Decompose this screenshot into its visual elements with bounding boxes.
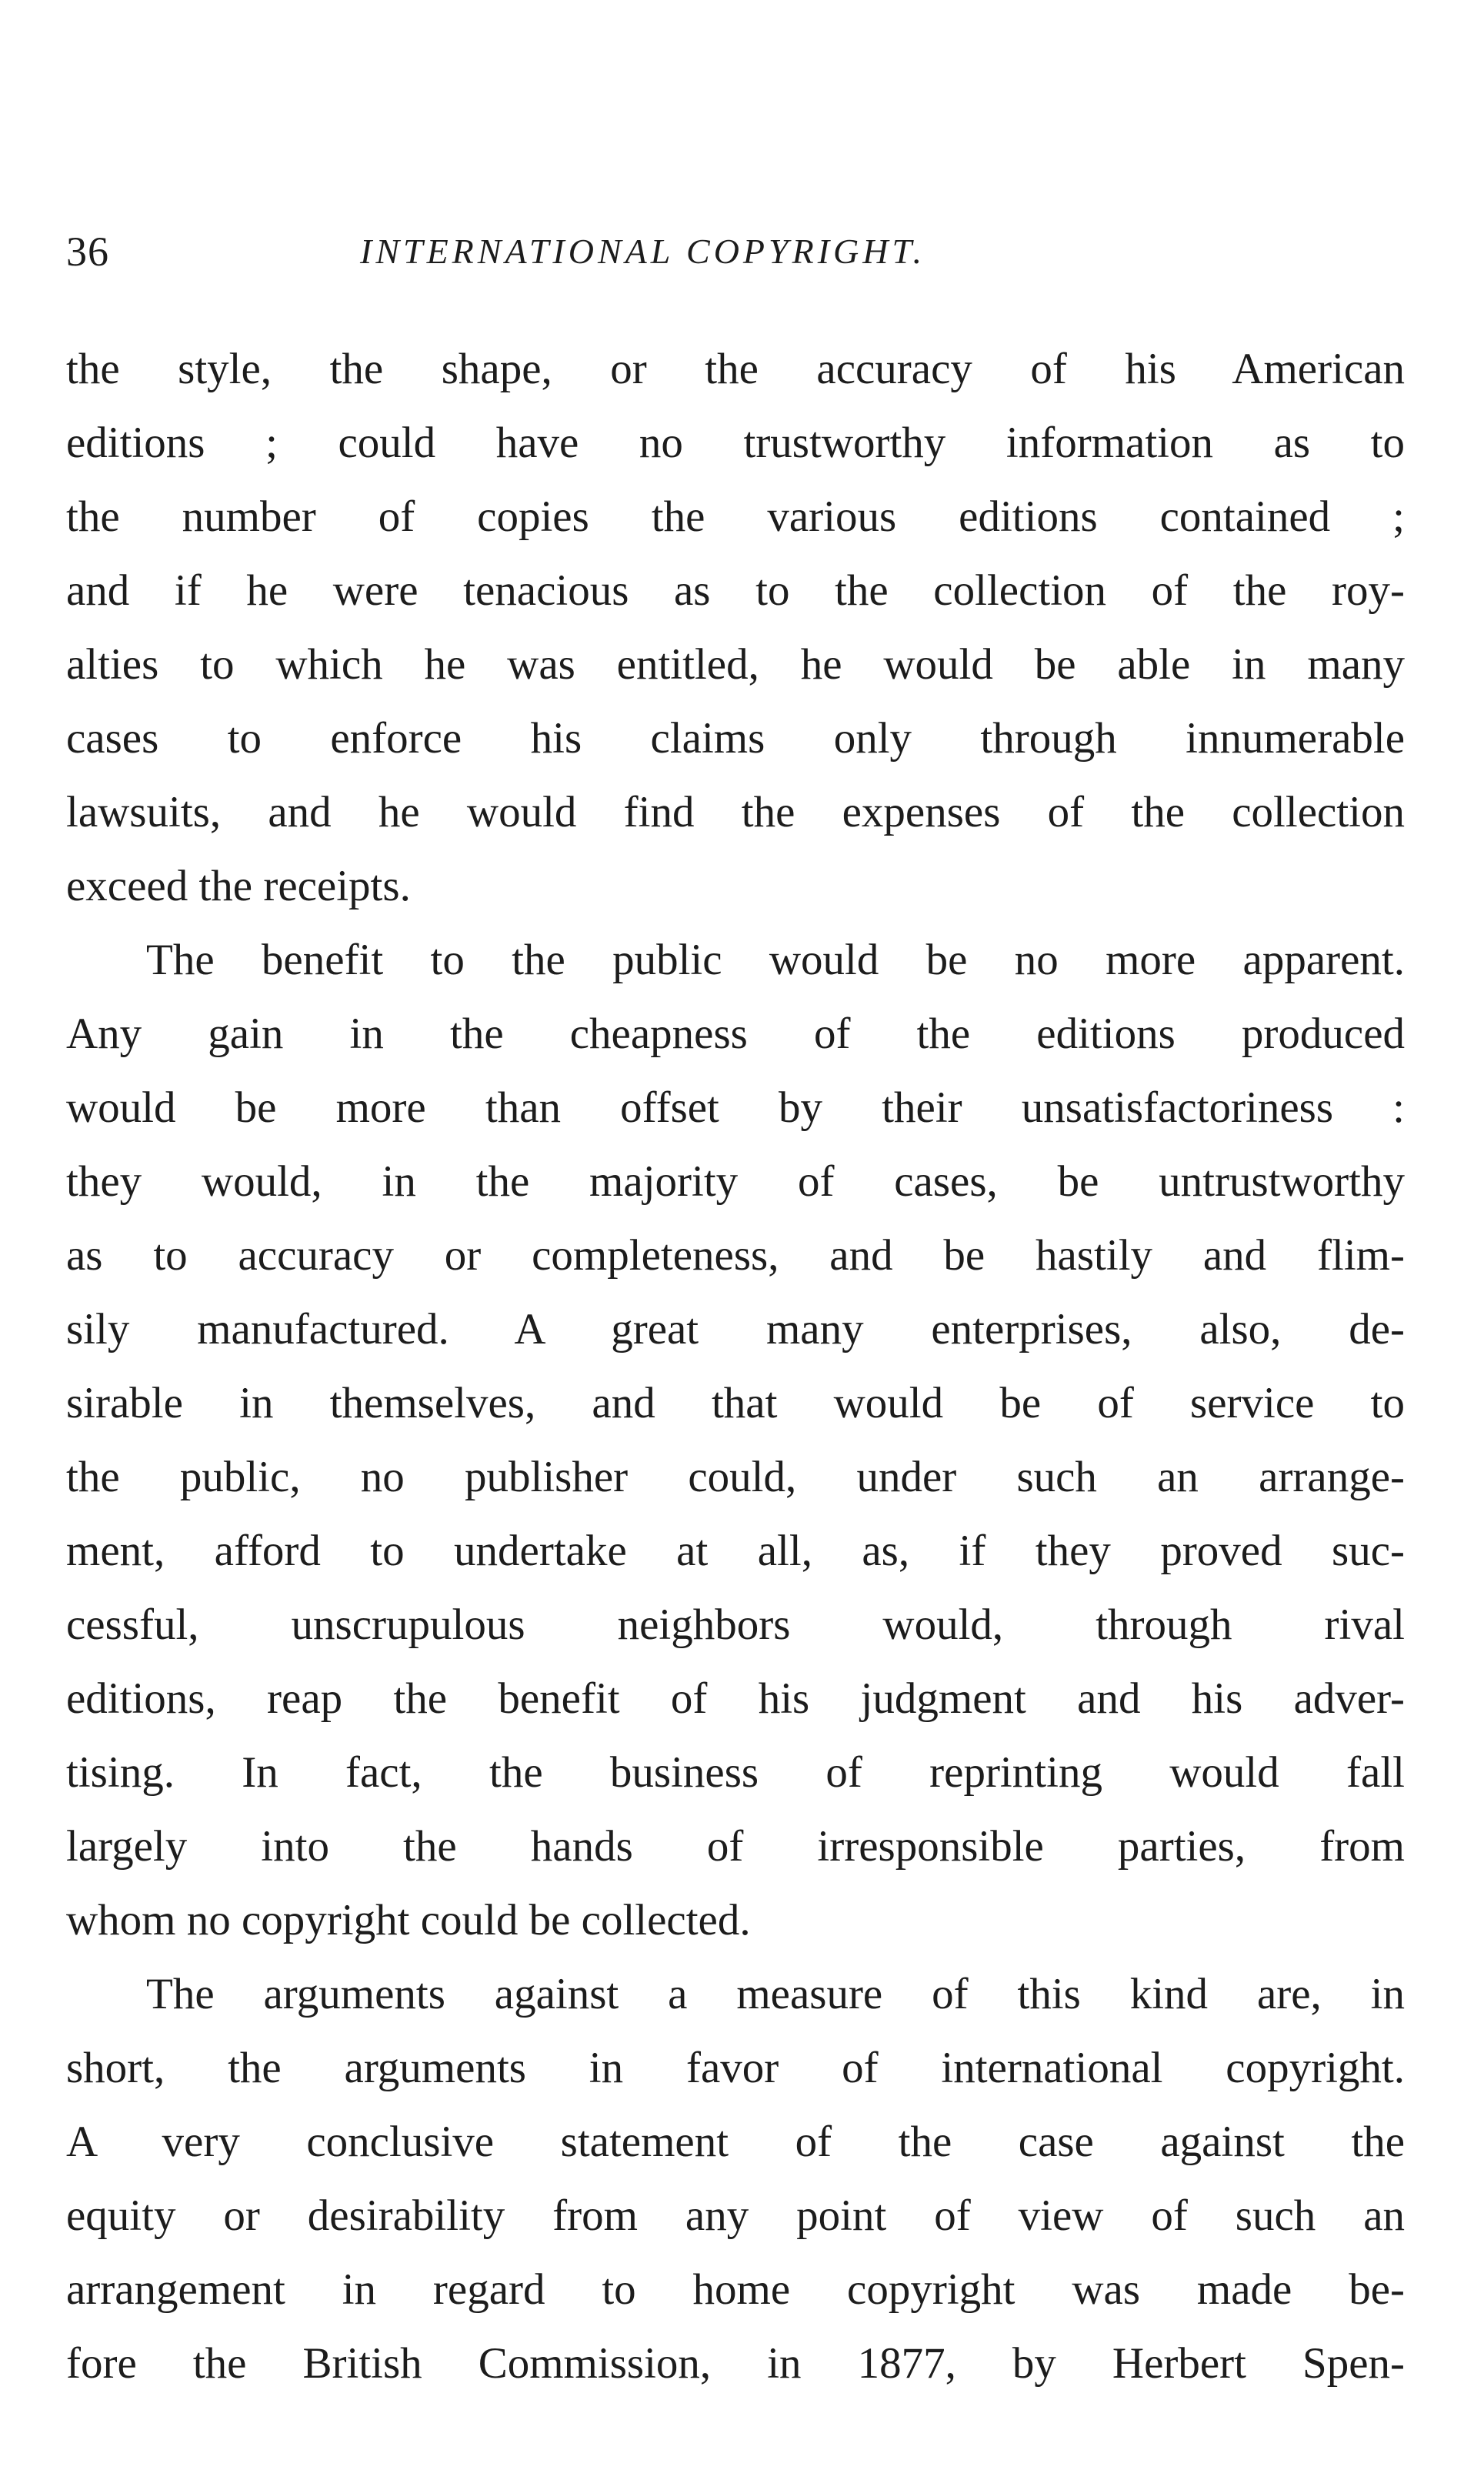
page-number: 36	[66, 229, 109, 275]
text-line: they would, in the majority of cases, be untrustworthy	[66, 1157, 1405, 1206]
text-line: Any gain in the cheapness of the editions produced	[66, 1010, 1405, 1058]
text-line: sirable in themselves, and that would be of service to	[66, 1379, 1405, 1427]
body-text	[66, 332, 1405, 2401]
text-line: and if he were tenacious as to the collection of the roy-	[66, 566, 1405, 615]
text-line: fore the British Commission, in 1877, by Herbert Spen-	[66, 2339, 1405, 2388]
paragraph-3	[66, 1958, 1405, 2401]
text-line: lawsuits, and he would find the expenses of the collection	[66, 788, 1405, 836]
paragraph-1	[66, 332, 1405, 923]
running-title: INTERNATIONAL COPYRIGHT.	[360, 232, 926, 271]
text-line: The arguments against a measure of this kind are, in	[146, 1970, 1405, 2018]
text-line: equity or desirability from any point of view of such an	[66, 2191, 1405, 2240]
text-line: the number of copies the various editions contained ;	[66, 492, 1405, 541]
text-line: would be more than offset by their unsatisfactoriness :	[66, 1083, 1405, 1132]
text-line: The benefit to the public would be no more apparent.	[146, 936, 1405, 984]
paragraph-2	[66, 923, 1405, 1958]
text-line: short, the arguments in favor of international copyright.	[66, 2044, 1405, 2092]
text-line: alties to which he was entitled, he would be able in many	[66, 640, 1405, 689]
text-line: arrangement in regard to home copyright was made be-	[66, 2265, 1405, 2314]
text-line: largely into the hands of irresponsible parties, from	[66, 1822, 1405, 1871]
text-line: editions, reap the benefit of his judgment and his adver-	[66, 1674, 1405, 1723]
text-line: cessful, unscrupulous neighbors would, through rival	[66, 1600, 1405, 1649]
text-line: whom no copyright could be collected.	[66, 1896, 751, 1944]
page-header	[66, 225, 1405, 279]
text-line: editions ; could have no trustworthy information as to	[66, 419, 1405, 467]
text-line: cases to enforce his claims only through innumerable	[66, 714, 1405, 763]
text-line: the style, the shape, or the accuracy of his American	[66, 345, 1405, 393]
text-line: sily manufactured. A great many enterprises, also, de-	[66, 1305, 1405, 1353]
text-line: ment, afford to undertake at all, as, if they proved suc-	[66, 1527, 1405, 1575]
text-line: exceed the receipts.	[66, 862, 411, 910]
text-line: A very conclusive statement of the case against the	[66, 2118, 1405, 2166]
text-line: tising. In fact, the business of reprinting would fall	[66, 1748, 1405, 1797]
text-line: the public, no publisher could, under such an arrange-	[66, 1453, 1405, 1501]
text-line: as to accuracy or completeness, and be hastily and flim-	[66, 1231, 1405, 1280]
